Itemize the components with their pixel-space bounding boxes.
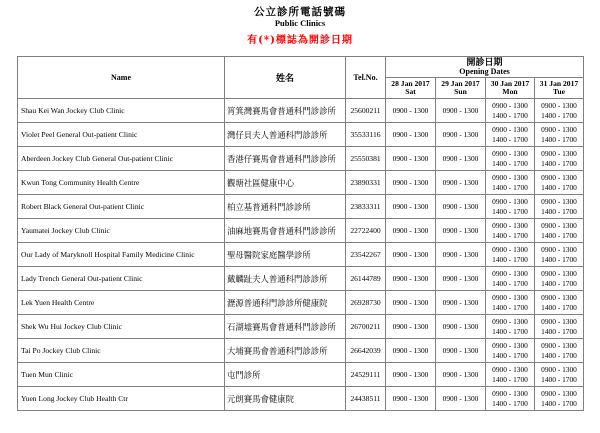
clinic-name-zh: 筲箕灣賽馬會普通科門診診所 bbox=[225, 99, 346, 123]
opening-hours-cell bbox=[436, 99, 486, 123]
opening-hours-slot: 0900 - 1300 bbox=[442, 393, 479, 403]
opening-hours-slot: 0900 - 1300 bbox=[492, 220, 528, 230]
clinic-name-zh: 瀝源普通科門診診所健康院 bbox=[225, 291, 346, 315]
table-row bbox=[18, 171, 584, 195]
opening-hours-slot: 0900 - 1300 bbox=[492, 388, 528, 398]
clinic-name: Tai Po Jockey Club Clinic bbox=[18, 339, 225, 363]
table-row bbox=[18, 291, 584, 315]
opening-hours-cell bbox=[436, 363, 486, 387]
opening-hours-slot: 0900 - 1300 bbox=[492, 364, 528, 374]
table-row bbox=[18, 315, 584, 339]
opening-hours-cell bbox=[486, 195, 535, 219]
day-label: Mon bbox=[502, 87, 518, 96]
opening-hours-slot: 0900 - 1300 bbox=[541, 148, 577, 158]
opening-hours-cell bbox=[436, 243, 486, 267]
date-label: 30 Jan 2017 bbox=[490, 78, 530, 88]
opening-hours-cell bbox=[386, 171, 436, 195]
opening-hours-cell bbox=[386, 147, 436, 171]
opening-hours-slot: 0900 - 1300 bbox=[541, 316, 577, 326]
opening-hours-cell bbox=[535, 291, 584, 315]
opening-hours-slot: 0900 - 1300 bbox=[392, 345, 429, 355]
date-label: 28 Jan 2017 bbox=[391, 78, 430, 88]
opening-hours-slot: 1400 - 1700 bbox=[492, 326, 528, 336]
clinic-tel: 23890331 bbox=[346, 171, 386, 195]
opening-hours-cell bbox=[386, 315, 436, 339]
opening-hours-cell bbox=[486, 339, 535, 363]
opening-hours-slot: 1400 - 1700 bbox=[541, 326, 577, 336]
clinic-name: Aberdeen Jockey Club General Out-patient Clinic bbox=[18, 147, 225, 171]
opening-hours-cell bbox=[535, 243, 584, 267]
opening-hours-slot: 0900 - 1300 bbox=[492, 100, 528, 110]
clinic-tel: 23833311 bbox=[346, 195, 386, 219]
date-label: 29 Jan 2017 bbox=[441, 78, 480, 88]
opening-hours-cell bbox=[535, 171, 584, 195]
opening-hours-slot: 0900 - 1300 bbox=[442, 225, 479, 235]
column-header-opening-dates bbox=[386, 57, 584, 78]
opening-hours-cell bbox=[535, 123, 584, 147]
clinic-tel: 23542267 bbox=[346, 243, 386, 267]
opening-hours-slot: 1400 - 1700 bbox=[492, 302, 528, 312]
opening-hours-slot: 0900 - 1300 bbox=[442, 273, 479, 283]
opening-hours-slot: 0900 - 1300 bbox=[392, 225, 429, 235]
opening-hours-cell bbox=[436, 291, 486, 315]
opening-hours-slot: 0900 - 1300 bbox=[541, 388, 577, 398]
opening-hours-cell bbox=[436, 219, 486, 243]
opening-hours-cell bbox=[486, 363, 535, 387]
opening-hours-slot: 0900 - 1300 bbox=[492, 244, 528, 254]
table-row bbox=[18, 339, 584, 363]
opening-hours-slot: 0900 - 1300 bbox=[442, 321, 479, 331]
opening-hours-slot: 1400 - 1700 bbox=[541, 350, 577, 360]
opening-dates-en: Opening Dates bbox=[459, 67, 510, 76]
opening-hours-slot: 0900 - 1300 bbox=[442, 105, 479, 115]
opening-hours-slot: 1400 - 1700 bbox=[492, 134, 528, 144]
clinic-name: Lek Yuen Health Centre bbox=[18, 291, 225, 315]
opening-hours-slot: 1400 - 1700 bbox=[492, 230, 528, 240]
opening-hours-cell bbox=[386, 291, 436, 315]
opening-hours-slot: 1400 - 1700 bbox=[541, 254, 577, 264]
opening-hours-slot: 0900 - 1300 bbox=[392, 153, 429, 163]
clinic-name-zh: 香港仔賽馬會普通科門診診所 bbox=[225, 147, 346, 171]
opening-hours-slot: 1400 - 1700 bbox=[541, 278, 577, 288]
opening-hours-slot: 0900 - 1300 bbox=[442, 129, 479, 139]
opening-hours-slot: 0900 - 1300 bbox=[442, 201, 479, 211]
page-title-zh: 公立診所電話號碼 bbox=[254, 6, 346, 18]
clinic-name: Shek Wu Hui Jockey Club Clinic bbox=[18, 315, 225, 339]
opening-hours-cell bbox=[386, 267, 436, 291]
opening-hours-cell bbox=[436, 171, 486, 195]
clinic-name-zh: 元朗賽馬會健康院 bbox=[225, 387, 346, 411]
opening-hours-slot: 0900 - 1300 bbox=[392, 297, 429, 307]
clinic-tel: 24438511 bbox=[346, 387, 386, 411]
column-header-date bbox=[535, 78, 584, 99]
opening-hours-slot: 0900 - 1300 bbox=[492, 172, 528, 182]
opening-hours-slot: 1400 - 1700 bbox=[541, 302, 577, 312]
table-row bbox=[18, 195, 584, 219]
opening-hours-slot: 0900 - 1300 bbox=[492, 196, 528, 206]
opening-hours-slot: 0900 - 1300 bbox=[492, 292, 528, 302]
opening-hours-slot: 0900 - 1300 bbox=[442, 345, 479, 355]
opening-hours-slot: 0900 - 1300 bbox=[392, 321, 429, 331]
clinic-name: Kwun Tong Community Health Centre bbox=[18, 171, 225, 195]
opening-hours-slot: 0900 - 1300 bbox=[492, 268, 528, 278]
opening-hours-slot: 1400 - 1700 bbox=[541, 110, 577, 120]
opening-hours-cell bbox=[486, 147, 535, 171]
clinic-tel: 26928730 bbox=[346, 291, 386, 315]
opening-hours-cell bbox=[486, 123, 535, 147]
clinic-name: Yaumatei Jockey Club Clinic bbox=[18, 219, 225, 243]
opening-hours-slot: 1400 - 1700 bbox=[492, 206, 528, 216]
clinic-name: Violet Peel General Out-patient Clinic bbox=[18, 123, 225, 147]
opening-hours-slot: 0900 - 1300 bbox=[541, 340, 577, 350]
opening-hours-slot: 1400 - 1700 bbox=[492, 158, 528, 168]
opening-hours-slot: 1400 - 1700 bbox=[541, 134, 577, 144]
opening-hours-slot: 0900 - 1300 bbox=[541, 196, 577, 206]
opening-dates-zh: 開診日期 bbox=[466, 57, 503, 67]
clinic-name-zh: 屯門診所 bbox=[225, 363, 346, 387]
opening-hours-cell bbox=[386, 243, 436, 267]
clinic-name: Shau Kei Wan Jockey Club Clinic bbox=[18, 99, 225, 123]
clinic-name-zh: 石湖墟賽馬會普通科門診診所 bbox=[225, 315, 346, 339]
opening-hours-cell bbox=[436, 195, 486, 219]
opening-hours-slot: 1400 - 1700 bbox=[541, 398, 577, 408]
opening-hours-cell bbox=[535, 315, 584, 339]
opening-hours-cell bbox=[535, 99, 584, 123]
opening-hours-slot: 1400 - 1700 bbox=[492, 254, 528, 264]
opening-hours-cell bbox=[436, 123, 486, 147]
opening-hours-cell bbox=[436, 315, 486, 339]
day-label: Sun bbox=[454, 87, 467, 96]
clinic-tel: 26642039 bbox=[346, 339, 386, 363]
clinic-tel: 25600211 bbox=[346, 99, 386, 123]
opening-hours-cell bbox=[535, 147, 584, 171]
opening-hours-cell bbox=[386, 387, 436, 411]
clinic-name: Tuen Mun Clinic bbox=[18, 363, 225, 387]
table-row bbox=[18, 123, 584, 147]
opening-hours-cell bbox=[436, 267, 486, 291]
opening-hours-cell bbox=[486, 291, 535, 315]
opening-hours-cell bbox=[535, 267, 584, 291]
opening-hours-slot: 1400 - 1700 bbox=[492, 110, 528, 120]
column-header-date bbox=[486, 78, 535, 99]
clinic-tel: 22722400 bbox=[346, 219, 386, 243]
opening-hours-slot: 1400 - 1700 bbox=[541, 374, 577, 384]
clinic-name: Lady Trench General Out-patient Clinic bbox=[18, 267, 225, 291]
opening-hours-cell bbox=[486, 171, 535, 195]
clinic-tel: 26144789 bbox=[346, 267, 386, 291]
opening-hours-slot: 0900 - 1300 bbox=[442, 153, 479, 163]
opening-hours-slot: 0900 - 1300 bbox=[492, 340, 528, 350]
opening-hours-slot: 1400 - 1700 bbox=[492, 374, 528, 384]
clinic-name-zh: 灣仔貝夫人普通科門診診所 bbox=[225, 123, 346, 147]
opening-hours-slot: 0900 - 1300 bbox=[392, 393, 429, 403]
day-label: Tue bbox=[553, 87, 565, 96]
opening-hours-slot: 0900 - 1300 bbox=[392, 105, 429, 115]
opening-hours-slot: 0900 - 1300 bbox=[442, 249, 479, 259]
opening-hours-slot: 0900 - 1300 bbox=[392, 201, 429, 211]
opening-hours-cell bbox=[386, 339, 436, 363]
table-row bbox=[18, 243, 584, 267]
opening-hours-slot: 0900 - 1300 bbox=[442, 177, 479, 187]
opening-hours-slot: 0900 - 1300 bbox=[392, 369, 429, 379]
opening-hours-slot: 1400 - 1700 bbox=[541, 206, 577, 216]
table-row bbox=[18, 219, 584, 243]
opening-hours-cell bbox=[386, 195, 436, 219]
clinic-name: Our Lady of Maryknoll Hospital Family Medicine Clinic bbox=[18, 243, 225, 267]
opening-hours-slot: 0900 - 1300 bbox=[541, 364, 577, 374]
opening-hours-slot: 0900 - 1300 bbox=[541, 172, 577, 182]
column-header-name-zh: 姓名 bbox=[225, 57, 346, 99]
opening-hours-slot: 0900 - 1300 bbox=[492, 124, 528, 134]
column-header-name: Name bbox=[18, 57, 225, 99]
opening-hours-slot: 0900 - 1300 bbox=[492, 316, 528, 326]
opening-hours-slot: 0900 - 1300 bbox=[541, 292, 577, 302]
opening-hours-slot: 0900 - 1300 bbox=[392, 249, 429, 259]
opening-hours-slot: 0900 - 1300 bbox=[541, 100, 577, 110]
opening-hours-slot: 0900 - 1300 bbox=[392, 129, 429, 139]
opening-hours-slot: 1400 - 1700 bbox=[541, 158, 577, 168]
opening-hours-slot: 0900 - 1300 bbox=[541, 268, 577, 278]
opening-hours-cell bbox=[386, 99, 436, 123]
opening-hours-slot: 1400 - 1700 bbox=[492, 182, 528, 192]
clinic-tel: 26700211 bbox=[346, 315, 386, 339]
clinic-name: Yuen Long Jockey Club Health Ctr bbox=[18, 387, 225, 411]
opening-hours-cell bbox=[535, 219, 584, 243]
opening-hours-cell bbox=[386, 123, 436, 147]
opening-hours-cell bbox=[486, 315, 535, 339]
day-label: Sat bbox=[405, 87, 416, 96]
opening-hours-slot: 0900 - 1300 bbox=[392, 273, 429, 283]
opening-hours-cell bbox=[535, 339, 584, 363]
table-row bbox=[18, 387, 584, 411]
clinic-name-zh: 聖母醫院家庭醫學診所 bbox=[225, 243, 346, 267]
opening-hours-cell bbox=[386, 219, 436, 243]
clinic-name-zh: 柏立基普通科門診診所 bbox=[225, 195, 346, 219]
opening-hours-cell bbox=[436, 387, 486, 411]
opening-hours-cell bbox=[486, 99, 535, 123]
opening-hours-slot: 0900 - 1300 bbox=[541, 220, 577, 230]
page-header bbox=[0, 0, 600, 47]
column-header-date bbox=[436, 78, 486, 99]
opening-hours-cell bbox=[535, 363, 584, 387]
opening-hours-cell bbox=[535, 387, 584, 411]
page-title-en: Public Clinics bbox=[274, 18, 326, 28]
table-row bbox=[18, 363, 584, 387]
opening-hours-slot: 1400 - 1700 bbox=[492, 398, 528, 408]
opening-hours-slot: 1400 - 1700 bbox=[541, 182, 577, 192]
clinic-tel: 35533116 bbox=[346, 123, 386, 147]
clinic-name-zh: 大埔賽馬會普通科門診診所 bbox=[225, 339, 346, 363]
opening-hours-slot: 0900 - 1300 bbox=[442, 297, 479, 307]
table-row bbox=[18, 267, 584, 291]
opening-hours-slot: 1400 - 1700 bbox=[541, 230, 577, 240]
table-row bbox=[18, 147, 584, 171]
clinic-tel: 25550381 bbox=[346, 147, 386, 171]
opening-hours-slot: 0900 - 1300 bbox=[392, 177, 429, 187]
opening-hours-cell bbox=[486, 219, 535, 243]
clinic-name-zh: 戴麟趾夫人普通科門診診所 bbox=[225, 267, 346, 291]
opening-hours-cell bbox=[436, 339, 486, 363]
opening-hours-cell bbox=[486, 267, 535, 291]
opening-hours-cell bbox=[436, 147, 486, 171]
clinic-name-zh: 觀塘社區健康中心 bbox=[225, 171, 346, 195]
clinic-name-zh: 油麻地賽馬會普通科門診診所 bbox=[225, 219, 346, 243]
clinics-table bbox=[17, 56, 584, 411]
column-header-date bbox=[386, 78, 436, 99]
clinic-tel: 24529111 bbox=[346, 363, 386, 387]
date-label: 31 Jan 2017 bbox=[539, 78, 579, 88]
opening-hours-slot: 0900 - 1300 bbox=[442, 369, 479, 379]
opening-hours-slot: 1400 - 1700 bbox=[492, 350, 528, 360]
opening-note: 有(*)標誌為開診日期 bbox=[247, 35, 353, 46]
opening-hours-cell bbox=[486, 387, 535, 411]
opening-hours-cell bbox=[486, 243, 535, 267]
opening-hours-slot: 0900 - 1300 bbox=[492, 148, 528, 158]
opening-hours-slot: 1400 - 1700 bbox=[492, 278, 528, 288]
clinic-name: Robert Black General Out-patient Clinic bbox=[18, 195, 225, 219]
opening-hours-slot: 0900 - 1300 bbox=[541, 124, 577, 134]
opening-hours-slot: 0900 - 1300 bbox=[541, 244, 577, 254]
column-header-tel: Tel.No. bbox=[346, 57, 386, 99]
opening-hours-cell bbox=[535, 195, 584, 219]
table-row bbox=[18, 99, 584, 123]
opening-hours-cell bbox=[386, 363, 436, 387]
